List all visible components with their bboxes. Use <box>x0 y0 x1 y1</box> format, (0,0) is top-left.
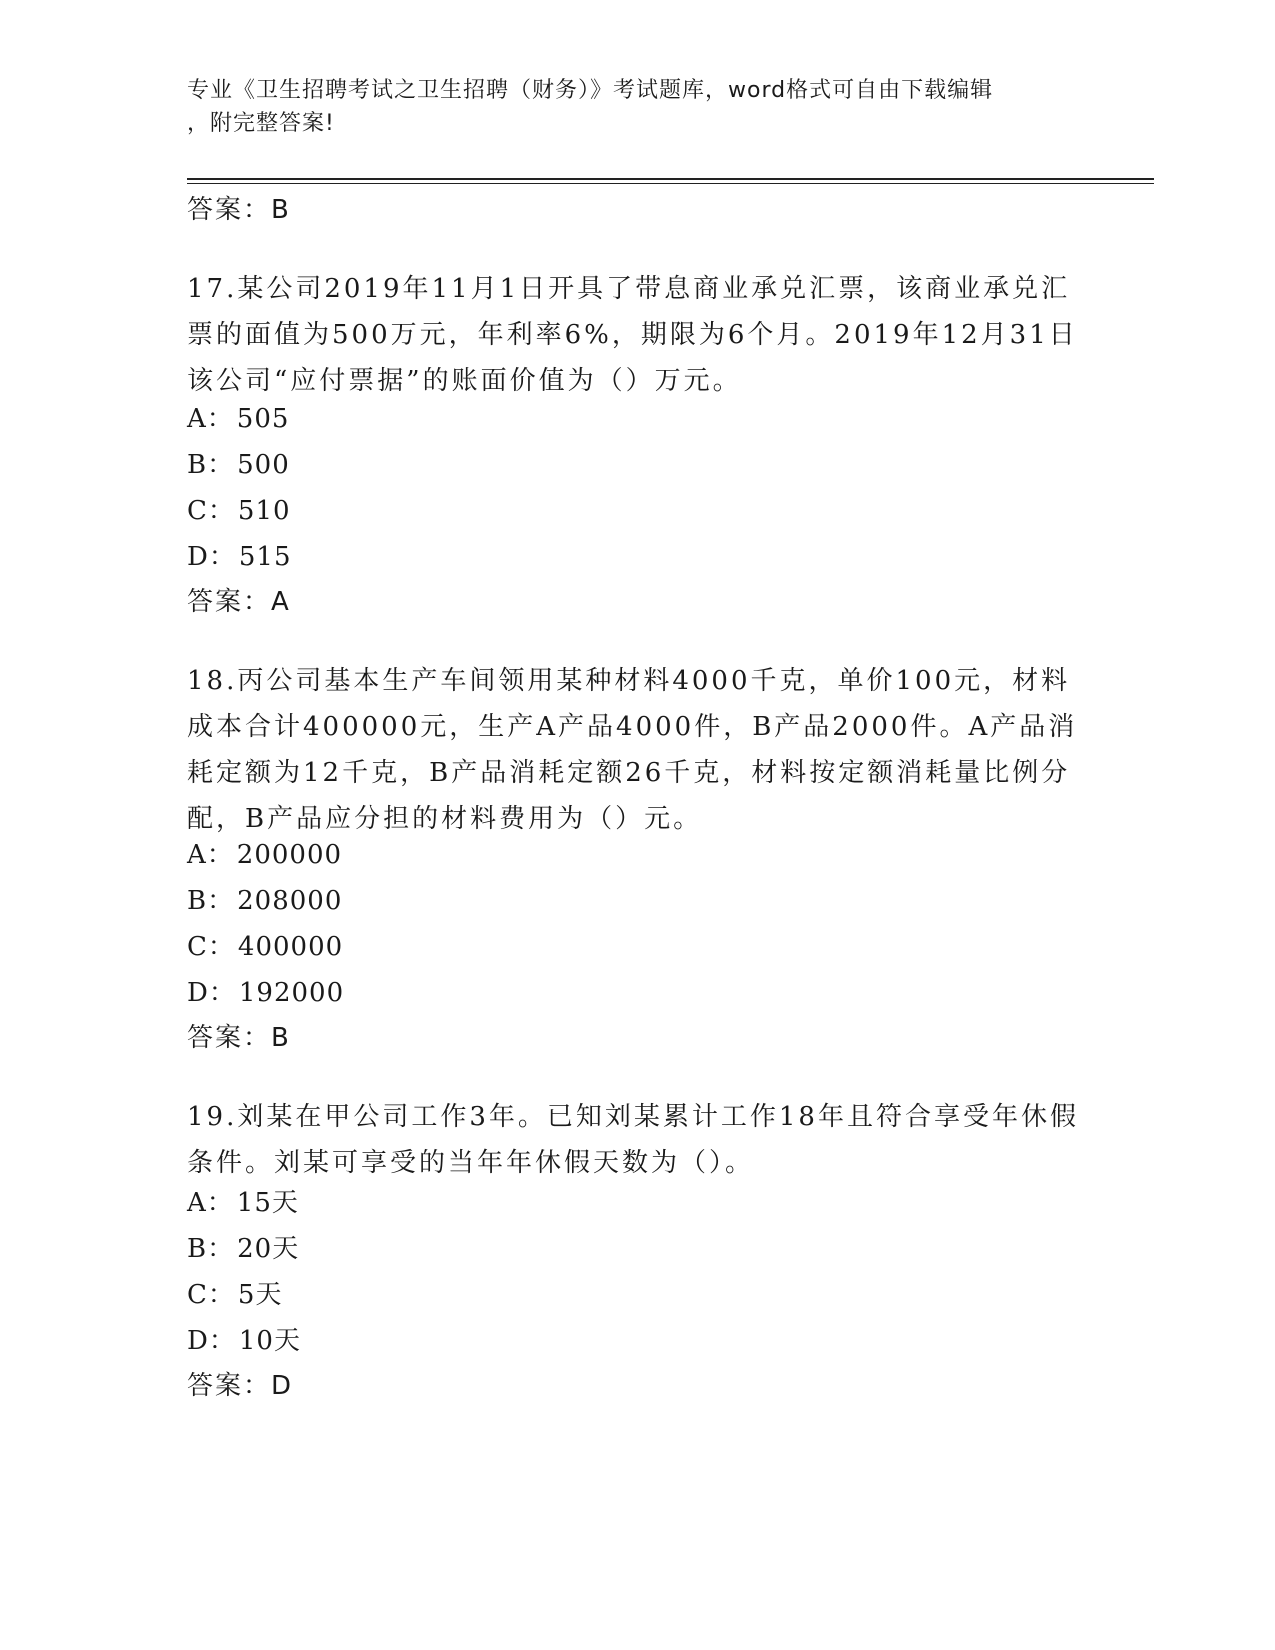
option-value: 5天 <box>237 1280 283 1310</box>
option-a: A： 15天 <box>187 1180 301 1226</box>
option-key: C <box>187 1280 208 1310</box>
header-rule-thin <box>187 183 1154 184</box>
option-d: D： 10天 <box>187 1318 301 1364</box>
option-value: 510 <box>237 496 291 526</box>
option-value: 505 <box>236 404 290 434</box>
question-18-options <box>187 832 344 1016</box>
option-key: D <box>187 1326 209 1356</box>
option-a: A： 505 <box>187 396 292 442</box>
question-17-text: 17.某公司2019年11月1日开具了带息商业承兑汇票，该商业承兑汇票的面值为500万元，年利率6%，期限为6个月。2019年12月31日该公司“应付票据”的账面价值为（）万元。 <box>187 274 1078 396</box>
option-b: B： 500 <box>187 442 292 488</box>
header-line-2: ，附完整答案! <box>187 111 335 136</box>
option-key: A <box>187 840 207 870</box>
option-key: D <box>187 978 209 1008</box>
header-line-1: 专业《卫生招聘考试之卫生招聘（财务）》考试题库，word格式可自由下载编辑 <box>187 78 994 103</box>
option-key: C <box>187 932 208 962</box>
option-b: B： 208000 <box>187 878 344 924</box>
option-value: 400000 <box>237 932 344 962</box>
header-rule-thick <box>187 178 1154 180</box>
option-d: D： 192000 <box>187 970 344 1016</box>
document-header <box>187 74 1087 140</box>
option-key: B <box>187 886 208 916</box>
option-a: A： 200000 <box>187 832 344 878</box>
question-17-answer: 答案：A <box>187 587 291 617</box>
option-value: 500 <box>237 450 290 480</box>
question-18-answer: 答案：B <box>187 1023 291 1053</box>
question-17-options <box>187 396 292 580</box>
option-key: A <box>187 404 207 434</box>
option-key: D <box>187 542 209 572</box>
option-value: 15天 <box>236 1188 299 1218</box>
option-c: C： 5天 <box>187 1272 301 1318</box>
option-key: C <box>187 496 208 526</box>
option-c: C： 510 <box>187 488 292 534</box>
option-key: A <box>187 1188 207 1218</box>
question-18-text: 18.丙公司基本生产车间领用某种材料4000千克，单价100元，材料成本合计400000元，生产A产品4000件，B产品2000件。A产品消耗定额为12千克，B产品消耗定额26千克，材料按定额消耗量比例分配，B产品应分担的材料费用为（）元。 <box>187 666 1078 834</box>
option-value: 515 <box>238 542 292 572</box>
option-value: 192000 <box>238 978 345 1008</box>
question-19-text: 19.刘某在甲公司工作3年。已知刘某累计工作18年且符合享受年休假条件。刘某可享受的当年年休假天数为（）。 <box>187 1102 1079 1178</box>
option-value: 10天 <box>238 1326 301 1356</box>
option-d: D： 515 <box>187 534 292 580</box>
option-key: B <box>187 450 208 480</box>
option-value: 20天 <box>237 1234 300 1264</box>
option-c: C： 400000 <box>187 924 344 970</box>
question-19-answer: 答案：D <box>187 1371 294 1401</box>
option-key: B <box>187 1234 208 1264</box>
question-19-options <box>187 1180 301 1364</box>
option-value: 208000 <box>237 886 343 916</box>
option-b: B： 20天 <box>187 1226 301 1272</box>
previous-answer: 答案：B <box>187 195 291 225</box>
option-value: 200000 <box>236 840 343 870</box>
